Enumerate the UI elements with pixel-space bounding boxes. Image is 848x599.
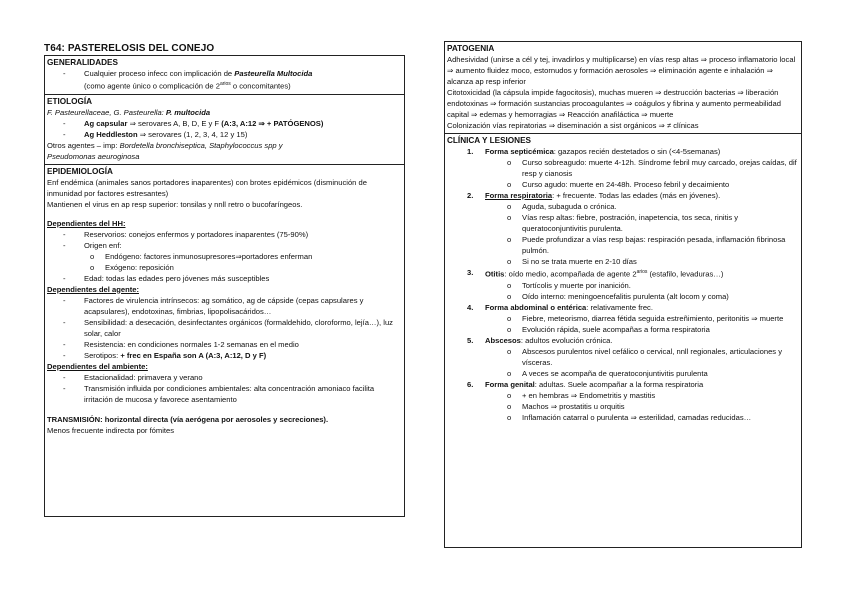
forma-3-title: Otitis — [485, 269, 505, 279]
ag-capsular-text: ⇒ serovares A, B, D, E y F — [127, 118, 222, 128]
forma-2-text: : + frecuente. Todas las edades (más en jóvenes). — [552, 191, 721, 200]
ag-heddleston-text: ⇒ serovares (1, 2, 3, 4, 12 y 15) — [137, 129, 248, 139]
forma-number: 3. — [467, 268, 474, 277]
forma-6 — [447, 379, 799, 390]
agente-serotipos — [47, 350, 402, 361]
forma-6-title: Forma genital — [485, 379, 535, 389]
forma-3 — [447, 267, 799, 280]
hh-item: - Origen enf: — [47, 240, 402, 251]
right-panel — [444, 41, 802, 548]
forma-2-item: o Vías resp altas: fiebre, postración, inapetencia, tos seca, rinitis y queratoconjuntivitis purulenta. — [447, 212, 799, 234]
hh-heading: Dependientes del HH: — [47, 218, 126, 228]
forma-number: 1. — [467, 147, 474, 156]
section-patogenia — [445, 42, 801, 134]
agente-item: - Sensibilidad: a desecación, desinfectantes orgánicos (formaldehido, cloroformo, lejía…), luz solar, calor — [47, 317, 402, 339]
generalidades-agent: Pasteurella Multocida — [234, 69, 313, 78]
etiologia-family — [47, 107, 402, 118]
section-etiologia — [45, 95, 404, 165]
forma-2-item: o Puede profundizar a vías resp bajas: respiración pesada, inflamación fibrinosa pulmón. — [447, 234, 799, 256]
forma-2-item: o Aguda, subaguda o crónica. — [447, 201, 799, 212]
clinica-heading: CLÍNICA Y LESIONES — [447, 136, 532, 145]
patogenia-line: Adhesividad (unirse a cél y tej, invadirlos y multiplicarse) en vías resp altas ⇒ proceso inflamatorio local ⇒ aumento fluidez moco, estornudos y formación aerosoles ⇒ eliminación agente e inhalación ⇒ alcanza ap resp inferior — [447, 55, 796, 86]
forma-number: 2. — [467, 191, 474, 200]
etiologia-otros — [47, 140, 402, 162]
section-epidemiologia — [45, 165, 404, 438]
serotipos-label: Serotipos: — [84, 350, 121, 360]
forma-6-item: o Inflamación catarral o purulenta ⇒ esterilidad, camadas reducidas… — [447, 412, 799, 423]
agente-item: - Factores de virulencia intrínsecos: ag somático, ag de cápside (cepas capsulares y acapsulares), endotoxinas, fimbrias, lipopolisacáridos… — [47, 295, 402, 317]
forma-6-item: o Machos ⇒ prostatitis u orquitis — [447, 401, 799, 412]
etiologia-ag-heddleston — [47, 129, 402, 140]
forma-4-item: o Evolución rápida, suele acompañas a forma respiratoria — [447, 324, 799, 335]
forma-5-text: : adultos evolución crónica. — [520, 335, 613, 345]
forma-1-item: o Curso sobreagudo: muerte 4-12h. Síndrome febril muy carcado, orejas caídas, dif resp y cianosis — [447, 157, 799, 179]
forma-number: 4. — [467, 302, 474, 312]
forma-5-title: Abscesos — [485, 335, 521, 345]
forma-2-title: Forma respiratoria — [485, 191, 553, 200]
forma-2-item: o Si no se trata muerte en 2-10 días — [447, 256, 799, 267]
section-clinica — [445, 134, 801, 425]
forma-1-item: o Curso agudo: muerte en 24-48h. Proceso febril y decaimiento — [447, 179, 799, 190]
epidemiologia-heading: EPIDEMIOLOGÍA — [47, 166, 113, 176]
transmision-heading: TRANSMISIÓN: horizontal directa (vía aerógena por aerosoles y secreciones). — [47, 414, 329, 424]
forma-number: 6. — [467, 379, 474, 389]
patogenia-line: Citotoxicidad (la cápsula impide fagocitosis), muchas mueren ⇒ destrucción bacterias ⇒ liberación endotoxinas ⇒ formación sustancias procoagulantes ⇒ coágulos y fibrina y aumento permeabilidad capital ⇒ edemas y hemorragias ⇒ Reacción anafiláctica ⇒ muerte — [447, 88, 781, 119]
forma-3-item: o Tortícolis y muerte por inanición. — [447, 280, 799, 291]
ambiente-heading: Dependientes del ambiente: — [47, 361, 148, 371]
epidemiologia-p1: Enf endémica (animales sanos portadores inaparentes) con brotes epidémicos (disminución de inmunidad por factores estresantes) — [47, 177, 367, 198]
forma-6-item: o + en hembras ⇒ Endometritis y mastitis — [447, 390, 799, 401]
ambiente-item: - Estacionalidad: primavera y verano — [47, 372, 402, 383]
forma-4-item: o Fiebre, meteorismo, diarrea fétida seguida estreñimiento, peritonitis ⇒ muerte — [447, 313, 799, 324]
etiologia-heading: ETIOLOGÍA — [47, 96, 93, 106]
hh-item: - Reservorios: conejos enfermos y portadores inaparentes (75-90%) — [47, 229, 402, 240]
etiologia-species: P. multocida — [163, 107, 211, 117]
patogenia-heading: PATOGENIA — [447, 44, 495, 53]
forma-number: 5. — [467, 335, 474, 345]
ambiente-item: - Transmisión influida por condiciones ambientales: alta concentración amoniaco facilita irritación de mucosa y favorece asentamiento — [47, 383, 402, 405]
hh-edad: - Edad: todas las edades pero jóvenes más susceptibles — [47, 273, 402, 284]
otros-agents-2: Pseudomonas aeuroginosa — [47, 151, 140, 161]
generalidades-item — [47, 68, 402, 92]
forma-2 — [447, 190, 799, 201]
forma-4-text: : relativamente frec. — [586, 302, 653, 312]
generalidades-text: Cualquier proceso infecc con implicación de — [84, 69, 235, 78]
patogenia-line: Colonización vías repiratorias ⇒ diseminación a sist orgánicos ⇒ ≠ clínicas — [447, 121, 699, 130]
origen-item: o Endógeno: factores inmunosupresores⇒portadores enferman — [47, 251, 402, 262]
transmision-text: Menos frecuente indirecta por fómites — [47, 425, 175, 435]
agente-item: - Resistencia: en condiciones normales 1-2 semanas en el medio — [47, 339, 402, 350]
ag-capsular-pathogens: (A:3, A:12 ⇒ + PATÓGENOS) — [221, 118, 324, 128]
left-panel — [44, 55, 405, 517]
otros-agents: Bordetella bronchiseptica, Staphylococcus spp y — [119, 140, 283, 150]
generalidades-sup: arios — [219, 81, 231, 87]
epidemiologia-p2: Mantienen el virus en ap resp superior: tonsilas y nnll retro o bucofaríngeos. — [47, 199, 303, 209]
forma-1 — [447, 146, 799, 157]
forma-3-text-end: (estafilo, levaduras…) — [647, 269, 724, 279]
agente-heading: Dependientes del agente: — [47, 284, 139, 294]
otros-label: Otros agentes – imp: — [47, 140, 120, 150]
forma-3-sup: arios — [636, 269, 648, 275]
forma-6-text: : adultas. Suele acompañar a la forma respiratoria — [534, 379, 704, 389]
forma-1-title: Forma septicémica — [485, 147, 554, 156]
generalidades-heading: GENERALIDADES — [47, 58, 118, 67]
etiologia-ag-capsular — [47, 118, 402, 129]
generalidades-line2: (como agente único o complicación de 2 — [84, 81, 220, 91]
forma-4 — [447, 302, 799, 313]
forma-1-text: : gazapos recién destetados o sin (<4-5semanas) — [553, 147, 721, 156]
section-generalidades — [45, 56, 404, 95]
forma-5-item: o Abscesos purulentos nivel cefálico o cervical, nnll regionales, articulaciones y vísceras. — [447, 346, 799, 368]
forma-5 — [447, 335, 799, 346]
forma-5-item: o A veces se acompaña de queratoconjuntivitis purulenta — [447, 368, 799, 379]
forma-3-item: o Oído interno: meningoencefalitis purulenta (alt locom y coma) — [447, 291, 799, 302]
ag-capsular-label: Ag capsular — [84, 118, 128, 128]
generalidades-line2-end: o concomitantes) — [230, 81, 291, 91]
page-title: T64: PASTERELOSIS DEL CONEJO — [44, 43, 215, 54]
serotipos-text: + frec en España son A (A:3, A:12, D y F) — [120, 350, 267, 360]
forma-4-title: Forma abdominal o entérica — [485, 302, 587, 312]
origen-item: o Exógeno: reposición — [47, 262, 402, 273]
forma-3-text: : oído medio, acompañada de agente 2 — [504, 269, 637, 279]
etiologia-family-text: F. Pasteurellaceae, G. Pasteurella: — [47, 107, 164, 117]
ag-heddleston-label: Ag Heddleston — [84, 129, 138, 139]
